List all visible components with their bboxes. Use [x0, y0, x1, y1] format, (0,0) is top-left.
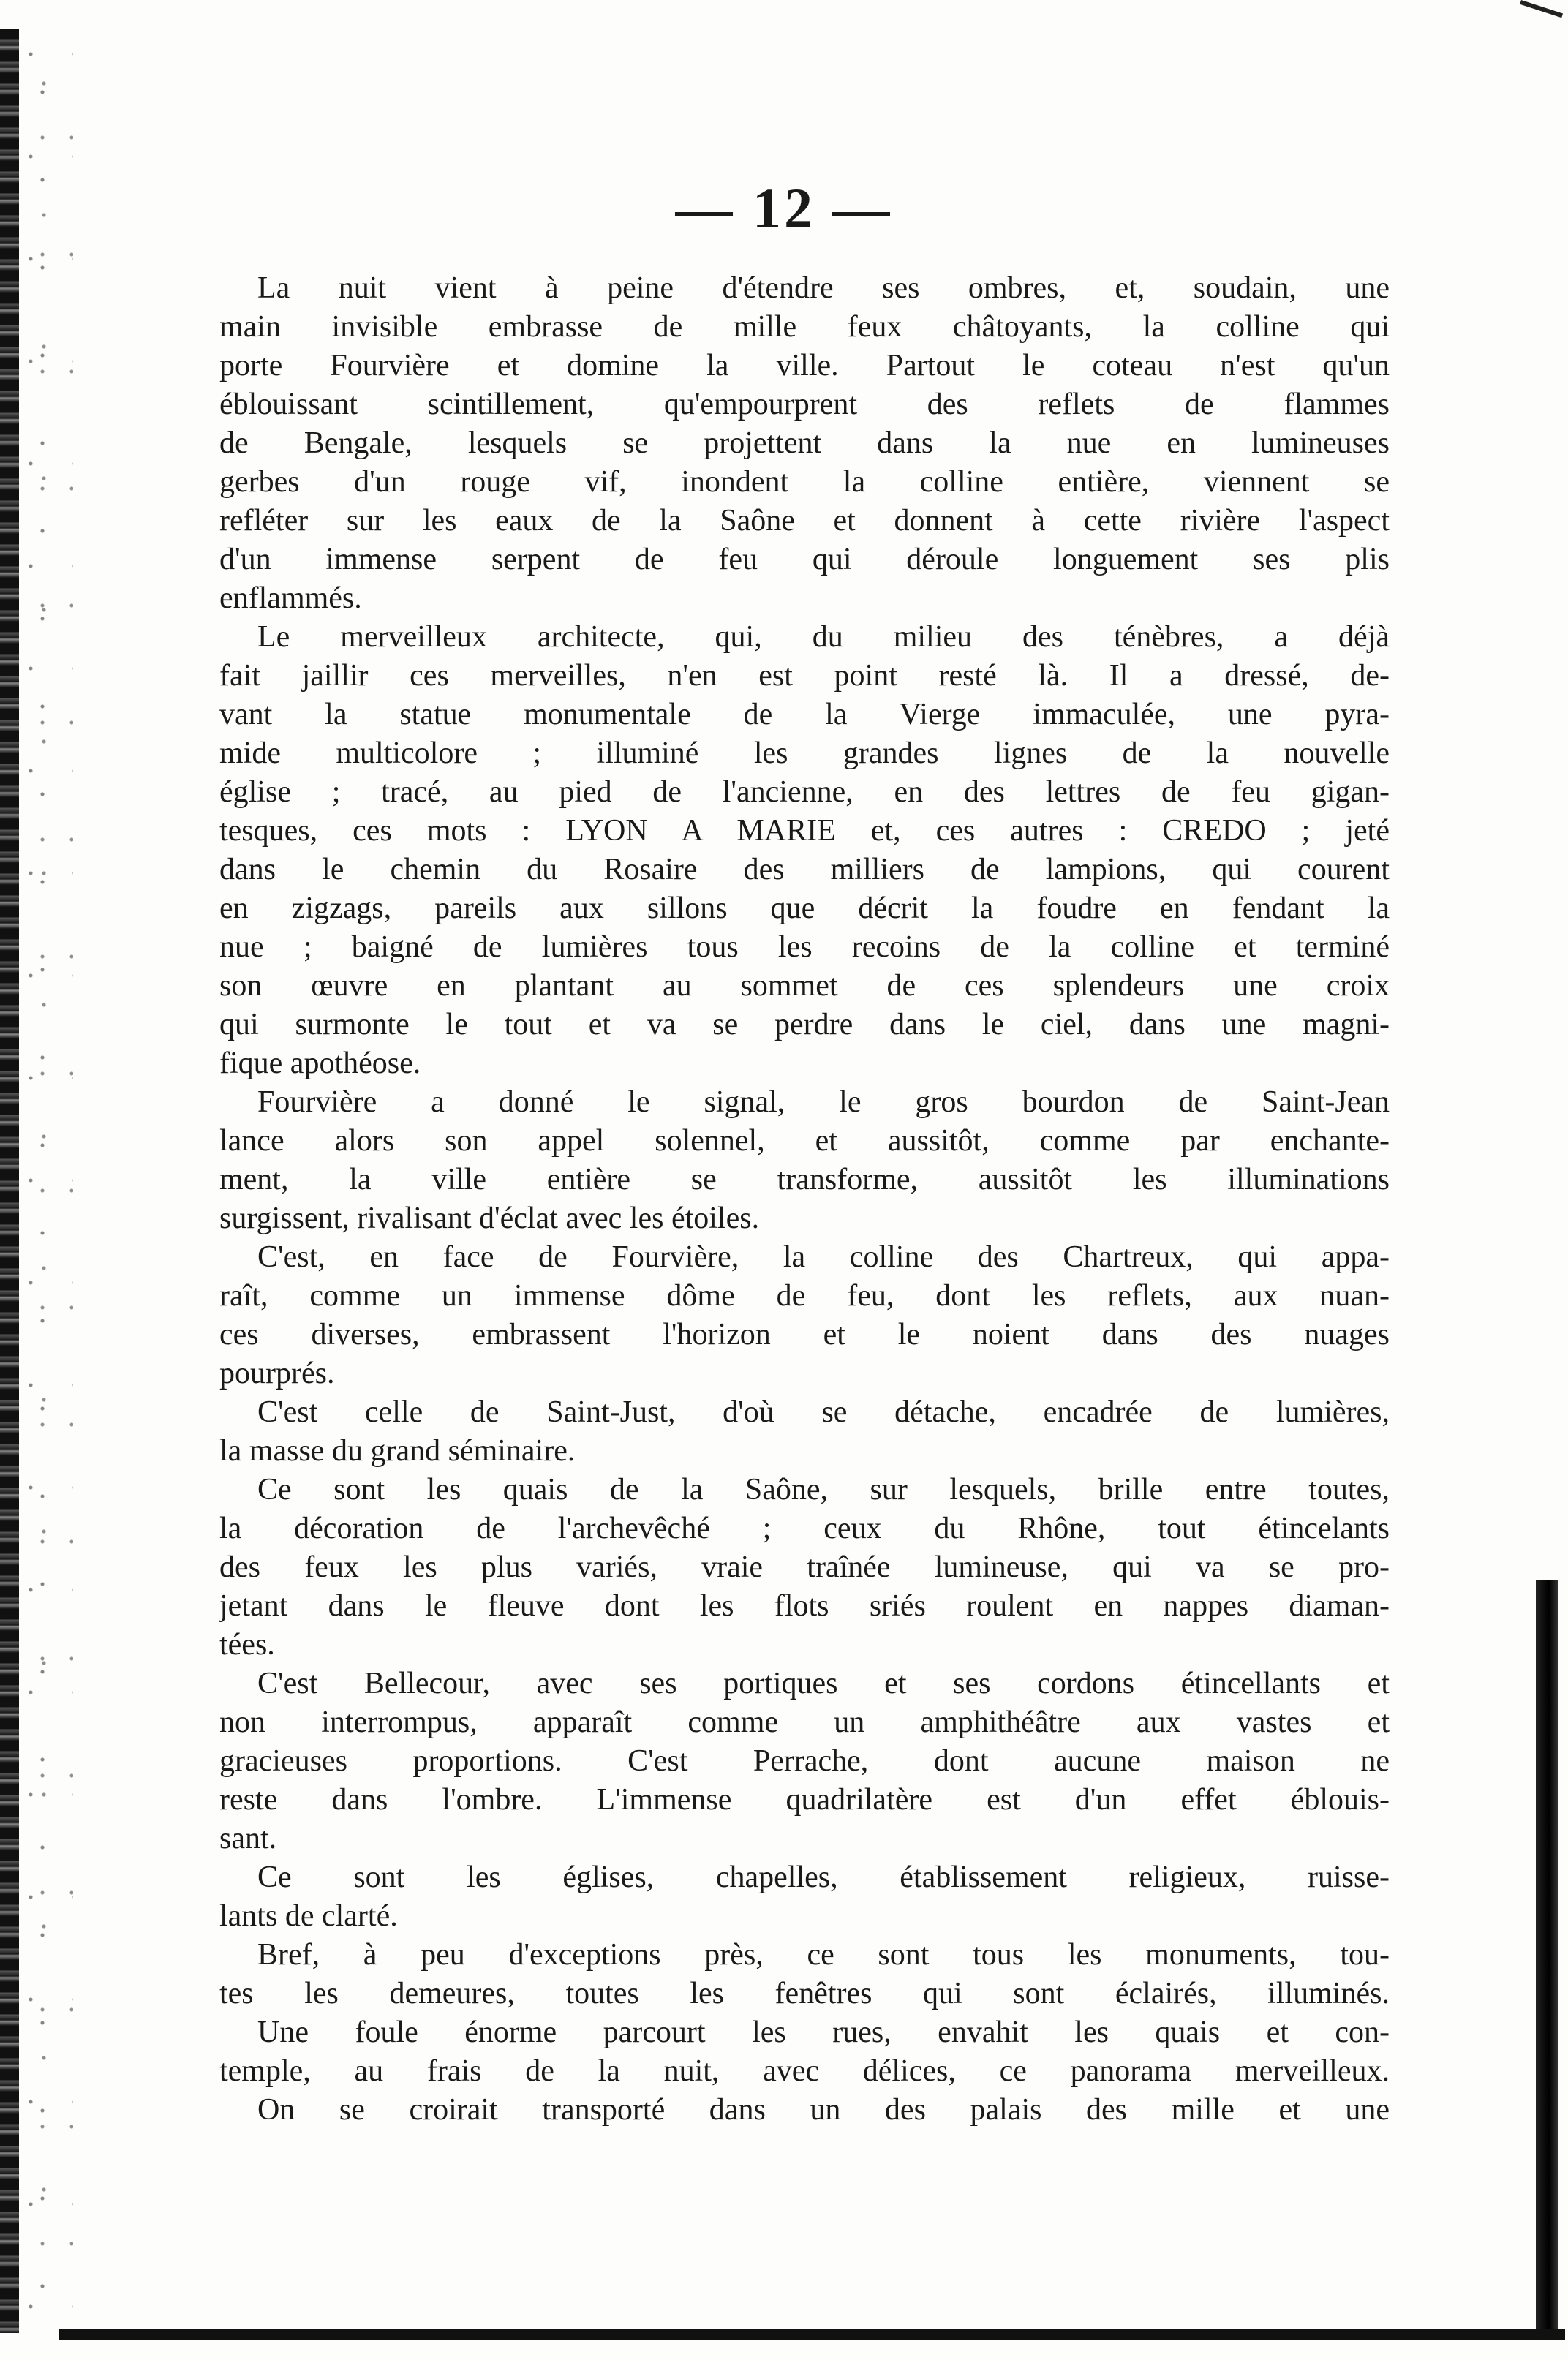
- text-line: Ce sont les églises, chapelles, établissement religieux, ruisse-: [257, 1861, 1390, 1894]
- text-line: non interrompus, apparaît comme un amphithéâtre aux vastes et: [219, 1705, 1390, 1739]
- text-line: fait jaillir ces merveilles, n'en est point resté là. Il a dressé, de-: [219, 659, 1390, 693]
- text-line: C'est, en face de Fourvière, la colline des Chartreux, qui appa-: [257, 1240, 1390, 1274]
- bottom-edge-rule: [59, 2329, 1565, 2340]
- text-line: gerbes d'un rouge vif, inondent la colline entière, viennent se: [219, 465, 1390, 499]
- right-edge-shadow: [1536, 1580, 1558, 2340]
- corner-mark: [1513, 0, 1563, 39]
- text-line: fique apothéose.: [219, 1047, 421, 1080]
- text-line: C'est Bellecour, avec ses portiques et ses cordons étincellants et: [257, 1667, 1390, 1700]
- text-line: Bref, à peu d'exceptions près, ce sont tous les monuments, tou-: [257, 1938, 1390, 1972]
- text-line: temple, au frais de la nuit, avec délices, ce panorama merveilleux.: [219, 2054, 1390, 2088]
- text-line: main invisible embrasse de mille feux châtoyants, la colline qui: [219, 310, 1390, 344]
- body-text: [219, 269, 1390, 2130]
- text-line: Le merveilleux architecte, qui, du milieu des ténèbres, a déjà: [257, 620, 1390, 654]
- text-line: raît, comme un immense dôme de feu, dont les reflets, aux nuan-: [219, 1279, 1390, 1313]
- text-line: en zigzags, pareils aux sillons que décrit la foudre en fendant la: [219, 891, 1390, 925]
- text-line: tes les demeures, toutes les fenêtres qui sont éclairés, illuminés.: [219, 1977, 1390, 2010]
- text-line: refléter sur les eaux de la Saône et donnent à cette rivière l'aspect: [219, 504, 1390, 538]
- text-line: tées.: [219, 1628, 275, 1662]
- text-line: la décoration de l'archevêché ; ceux du Rhône, tout étincelants: [219, 1512, 1390, 1545]
- text-line: porte Fourvière et domine la ville. Partout le coteau n'est qu'un: [219, 349, 1390, 382]
- text-line: lance alors son appel solennel, et aussitôt, comme par enchante-: [219, 1124, 1390, 1158]
- text-line: La nuit vient à peine d'étendre ses ombres, et, soudain, une: [257, 271, 1390, 305]
- text-line: gracieuses proportions. C'est Perrache, dont aucune maison ne: [219, 1744, 1390, 1778]
- text-line: de Bengale, lesquels se projettent dans la nue en lumineuses: [219, 426, 1390, 460]
- page-number: — 12 —: [675, 176, 893, 240]
- text-line: la masse du grand séminaire.: [219, 1434, 576, 1468]
- text-line: C'est celle de Saint-Just, d'où se détache, encadrée de lumières,: [257, 1395, 1390, 1429]
- text-line: qui surmonte le tout et va se perdre dans le ciel, dans une magni-: [219, 1008, 1390, 1041]
- text-line: vant la statue monumentale de la Vierge immaculée, une pyra-: [219, 698, 1390, 731]
- text-line: Ce sont les quais de la Saône, sur lesquels, brille entre toutes,: [257, 1473, 1390, 1507]
- text-line: mide multicolore ; illuminé les grandes lignes de la nouvelle: [219, 736, 1390, 770]
- text-line: reste dans l'ombre. L'immense quadrilatère est d'un effet éblouis-: [219, 1783, 1390, 1817]
- text-line: On se croirait transporté dans un des palais des mille et une: [257, 2093, 1390, 2127]
- text-line: ment, la ville entière se transforme, aussitôt les illuminations: [219, 1163, 1390, 1196]
- text-line: d'un immense serpent de feu qui déroule longuement ses plis: [219, 543, 1390, 576]
- text-line: ces diverses, embrassent l'horizon et le noient dans des nuages: [219, 1318, 1390, 1351]
- text-line: tesques, ces mots : LYON A MARIE et, ces autres : CREDO ; jeté: [219, 814, 1390, 848]
- text-line: enflammés.: [219, 581, 362, 615]
- text-line: des feux les plus variés, vraie traînée lumineuse, qui va se pro-: [219, 1550, 1390, 1584]
- text-line: jetant dans le fleuve dont les flots sriés roulent en nappes diaman-: [219, 1589, 1390, 1623]
- binding-edge: [0, 29, 19, 2333]
- text-line: lants de clarté.: [219, 1899, 398, 1933]
- text-line: son œuvre en plantant au sommet de ces splendeurs une croix: [219, 969, 1390, 1003]
- text-line: église ; tracé, au pied de l'ancienne, en des lettres de feu gigan-: [219, 775, 1390, 809]
- scan-speckle: [22, 44, 73, 2311]
- text-line: Une foule énorme parcourt les rues, envahit les quais et con-: [257, 2016, 1390, 2049]
- text-line: pourprés.: [219, 1357, 335, 1390]
- text-line: sant.: [219, 1822, 277, 1855]
- text-line: éblouissant scintillement, qu'empourprent des reflets de flammes: [219, 388, 1390, 421]
- text-line: Fourvière a donné le signal, le gros bourdon de Saint-Jean: [257, 1085, 1390, 1119]
- text-line: dans le chemin du Rosaire des milliers de lampions, qui courent: [219, 853, 1390, 886]
- text-line: surgissent, rivalisant d'éclat avec les étoiles.: [219, 1202, 760, 1235]
- text-line: nue ; baigné de lumières tous les recoins de la colline et terminé: [219, 930, 1390, 964]
